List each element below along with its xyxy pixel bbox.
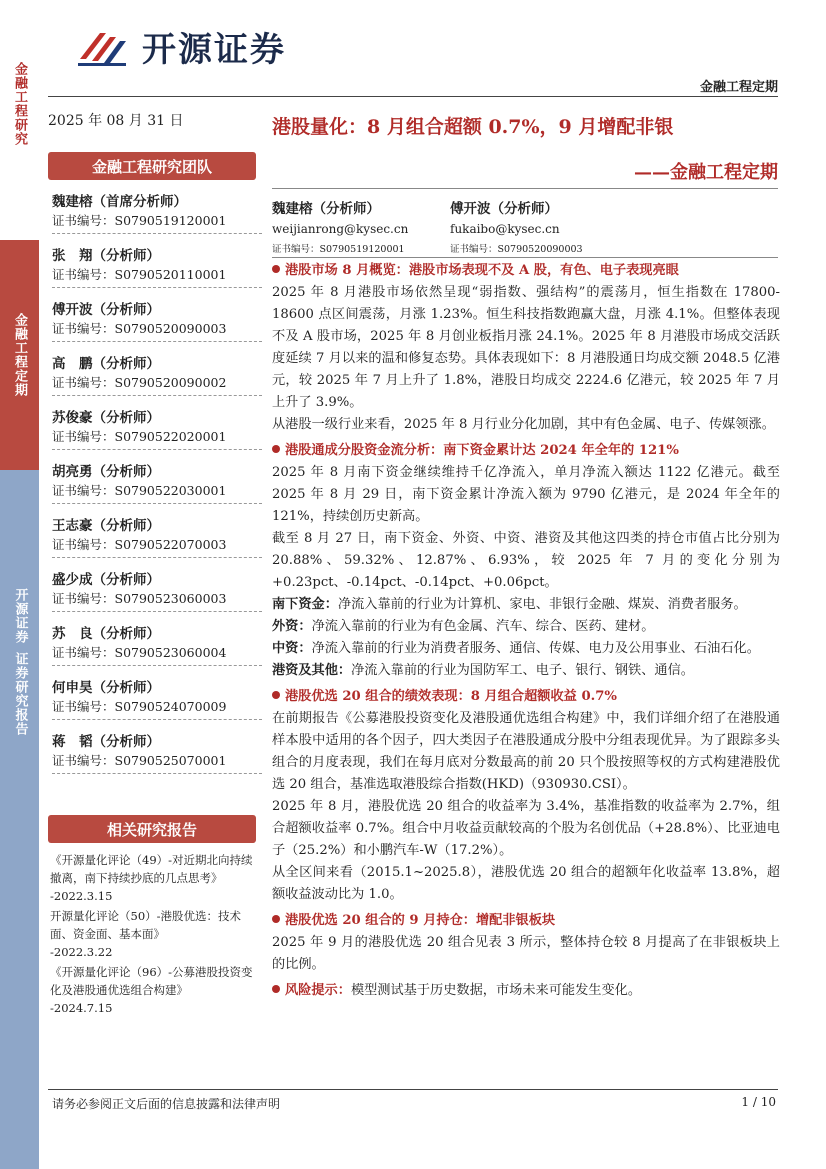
report-date: 2025 年 08 月 31 日 bbox=[48, 113, 184, 129]
page-subtitle: ——金融工程定期 bbox=[634, 162, 778, 183]
flow-text: 净流入靠前的行业为计算机、家电、非银行金融、煤炭、消费者服务。 bbox=[337, 597, 747, 612]
analyst-item bbox=[52, 514, 262, 568]
analyst-cert: 证书编号：S0790520090002 bbox=[52, 373, 262, 396]
related-report-title[interactable]: 《开源量化评论（96）-公募港股投资变化及港股通优选组合构建》 bbox=[50, 965, 253, 997]
analyst-cert: 证书编号：S0790523060003 bbox=[52, 589, 262, 612]
header-category: 金融工程定期 bbox=[699, 80, 778, 95]
paragraph bbox=[272, 660, 780, 682]
analyst-name: 魏建榕（首席分析师） bbox=[52, 194, 187, 210]
analyst-cert: 证书编号：S0790524070009 bbox=[52, 697, 262, 720]
sidebar-bottom-text-2: 证券研究报告 bbox=[12, 652, 28, 736]
analyst-item bbox=[52, 190, 262, 244]
analyst-cert: 证书编号：S0790520090003 bbox=[52, 319, 262, 342]
analyst-name: 王志豪（分析师） bbox=[52, 518, 160, 534]
flow-text: 净流入靠前的行业为消费者服务、通信、传媒、电力及公用事业、石油石化。 bbox=[311, 641, 760, 656]
analyst-cert: 证书编号：S0790523060004 bbox=[52, 643, 262, 666]
analyst-cert: 证书编号：S0790522070003 bbox=[52, 535, 262, 558]
analyst-name: 苏俊豪（分析师） bbox=[52, 410, 160, 426]
paragraph: 2025 年 8 月港股市场依然呈现“弱指数、强结构”的震荡月，恒生指数在 17800-18600 点区间震荡，月涨 1.23%。恒生科技指数跑赢大盘，月涨 4.1%。但整体表现不及 A 股市场，2025 年 8 月创业板指月涨 24.1%。2025 年 8 月港股市场成交活跃度延续 7 月以来的温和修复态势。具体表现如下：8 月港股通日均成交额 2048.5 亿港元，较 2025 年 7 月上升了 1.8%，港股日均成交 2224.6 亿港元，较 2025 年 7 月上升了 3.9%。 bbox=[272, 285, 780, 410]
sidebar-bottom-text-1: 开源证券 bbox=[12, 588, 28, 644]
related-report-title[interactable]: 《开源量化评论（49）-对近期北向持续撤离，南下持续抄底的几点思考》 bbox=[50, 853, 253, 885]
analyst-name: 蒋 韬（分析师） bbox=[52, 734, 160, 750]
related-report-title[interactable]: 开源量化评论（50）-港股优选：技术面、资金面、基本面》 bbox=[50, 909, 242, 941]
footer-disclaimer: 请务必参阅正文后面的信息披露和法律声明 bbox=[52, 1097, 281, 1111]
section-heading bbox=[272, 260, 780, 282]
section-heading bbox=[272, 440, 780, 462]
analyst-item bbox=[52, 244, 262, 298]
footer-divider bbox=[48, 1089, 778, 1090]
analyst-item bbox=[52, 298, 262, 352]
paragraph: 2025 年 8 月，港股优选 20 组合的收益率为 3.4%，基准指数的收益率为 2.7%，组合超额收益率 0.7%。组合中月收益贡献较高的个股为名创优品（+28.8%）、比亚迪电子（25.2%）和小鹏汽车-W（17.2%）。 bbox=[272, 799, 780, 858]
analyst-item bbox=[52, 622, 262, 676]
related-list bbox=[50, 851, 260, 1019]
analyst-name: 苏 良（分析师） bbox=[52, 626, 160, 642]
bullet-icon bbox=[272, 691, 280, 699]
bullet-icon bbox=[272, 265, 280, 273]
author-name: 傅开波（分析师） bbox=[450, 201, 558, 217]
author-email[interactable]: fukaibo@kysec.cn bbox=[450, 222, 560, 236]
risk-label: 风险提示： bbox=[285, 983, 351, 998]
paragraph bbox=[272, 594, 780, 616]
section-heading-text: 港股市场 8 月概览：港股市场表现不及 A 股，有色、电子表现亮眼 bbox=[285, 263, 679, 278]
author-card bbox=[450, 197, 583, 255]
analyst-name: 盛少成（分析师） bbox=[52, 572, 160, 588]
analyst-item bbox=[52, 730, 262, 784]
flow-label: 外资： bbox=[272, 619, 312, 634]
analyst-item bbox=[52, 406, 262, 460]
paragraph bbox=[272, 638, 780, 660]
page-number: 1 / 10 bbox=[741, 1095, 776, 1109]
sidebar-top-text: 金融工程研究 bbox=[12, 62, 27, 146]
author-cert: 证书编号：S0790519120001 bbox=[272, 244, 405, 255]
related-report-date: -2022.3.15 bbox=[50, 889, 113, 903]
paragraph: 截至 8 月 27 日，南下资金、外资、中资、港资及其他这四类的持仓市值占比分别为 20.88%、59.32%、12.87%、6.93%，较 2025 年 7 月的变化分别为+0.23pct、-0.14pct、-0.14pct、+0.06pct。 bbox=[272, 531, 780, 590]
paragraph: 从全区间来看（2015.1~2025.8），港股优选 20 组合的超额年化收益率 13.8%，超额收益波动比为 1.0。 bbox=[272, 865, 780, 902]
analyst-name: 张 翔（分析师） bbox=[52, 248, 160, 264]
sidebar-bottom bbox=[0, 470, 39, 1169]
team-list bbox=[52, 190, 262, 784]
analyst-item bbox=[52, 676, 262, 730]
related-heading: 相关研究报告 bbox=[48, 815, 256, 843]
flow-label: 中资： bbox=[272, 641, 312, 656]
paragraph: 从港股一级行业来看，2025 年 8 月行业分化加剧，其中有色金属、电子、传媒领涨。 bbox=[272, 417, 775, 432]
analyst-item bbox=[52, 460, 262, 514]
bullet-icon bbox=[272, 915, 280, 923]
analyst-name: 何申昊（分析师） bbox=[52, 680, 160, 696]
bullet-icon bbox=[272, 985, 280, 993]
analyst-cert: 证书编号：S0790522030001 bbox=[52, 481, 262, 504]
flow-label: 南下资金： bbox=[272, 597, 338, 612]
analyst-cert: 证书编号：S0790525070001 bbox=[52, 751, 262, 774]
sidebar-mid-text: 金融工程定期 bbox=[12, 313, 27, 397]
risk-note bbox=[272, 980, 780, 1002]
page-title: 港股量化：8 月组合超额 0.7%，9 月增配非银 bbox=[272, 116, 674, 138]
authors-top-divider bbox=[272, 188, 778, 189]
logo-text: 开源证券 bbox=[142, 30, 286, 70]
author-card bbox=[272, 197, 408, 255]
header-divider bbox=[48, 96, 778, 97]
paragraph bbox=[272, 616, 780, 638]
analyst-item bbox=[52, 568, 262, 622]
paragraph: 2025 年 8 月南下资金继续维持千亿净流入，单月净流入额达 1122 亿港元。截至 2025 年 8 月 29 日，南下资金累计净流入额为 9790 亿港元，是 2024 年全年的 121%，持续创历史新高。 bbox=[272, 465, 780, 524]
analyst-cert: 证书编号：S0790519120001 bbox=[52, 211, 262, 234]
analyst-cert: 证书编号：S0790522020001 bbox=[52, 427, 262, 450]
paragraph: 2025 年 9 月的港股优选 20 组合见表 3 所示，整体持仓较 8 月提高了在非银板块上的比例。 bbox=[272, 935, 780, 972]
sidebar-top bbox=[0, 62, 39, 240]
report-body bbox=[272, 260, 780, 1002]
analyst-name: 傅开波（分析师） bbox=[52, 302, 160, 318]
author-name: 魏建榕（分析师） bbox=[272, 201, 380, 217]
author-cert: 证书编号：S0790520090003 bbox=[450, 244, 583, 255]
bullet-icon bbox=[272, 445, 280, 453]
flow-text: 净流入靠前的行业为有色金属、汽车、综合、医药、建材。 bbox=[311, 619, 655, 634]
team-heading: 金融工程研究团队 bbox=[48, 152, 256, 180]
section-heading-text: 港股优选 20 组合的 9 月持仓：增配非银板块 bbox=[285, 913, 556, 928]
logo bbox=[76, 22, 286, 71]
logo-icon bbox=[76, 25, 138, 69]
related-report[interactable] bbox=[50, 963, 260, 1017]
paragraph: 在前期报告《公募港股投资变化及港股通优选组合构建》中，我们详细介绍了在港股通样本股中适用的各个因子，四大类因子在港股通成分股中分组表现优异。为了跟踪多头组合的月度表现，我们在每月底对分数最高的前 20 只个股按照等权的方式构建港股优选 20 组合，基准选取港股综合指数(HKD)（930930.CSI）。 bbox=[272, 711, 780, 792]
section-heading bbox=[272, 910, 780, 932]
analyst-item bbox=[52, 352, 262, 406]
authors-bottom-divider bbox=[272, 257, 778, 258]
flow-text: 净流入靠前的行业为国防军工、电子、银行、钢铁、通信。 bbox=[351, 663, 694, 678]
risk-text: 模型测试基于历史数据，市场未来可能发生变化。 bbox=[350, 983, 642, 998]
analyst-name: 高 鹏（分析师） bbox=[52, 356, 160, 372]
sidebar-mid bbox=[0, 240, 39, 470]
related-report-date: -2024.7.15 bbox=[50, 1001, 113, 1015]
analyst-name: 胡亮勇（分析师） bbox=[52, 464, 160, 480]
section-heading-text: 港股优选 20 组合的绩效表现：8 月组合超额收益 0.7% bbox=[285, 689, 617, 704]
analyst-cert: 证书编号：S0790520110001 bbox=[52, 265, 262, 288]
related-report[interactable] bbox=[50, 851, 260, 905]
author-email[interactable]: weijianrong@kysec.cn bbox=[272, 222, 409, 236]
flow-label: 港资及其他： bbox=[272, 663, 352, 678]
section-heading-text: 港股通成分股资金流分析：南下资金累计达 2024 年全年的 121% bbox=[285, 443, 679, 458]
related-report[interactable] bbox=[50, 907, 260, 961]
related-report-date: -2022.3.22 bbox=[50, 945, 113, 959]
section-heading bbox=[272, 686, 780, 708]
